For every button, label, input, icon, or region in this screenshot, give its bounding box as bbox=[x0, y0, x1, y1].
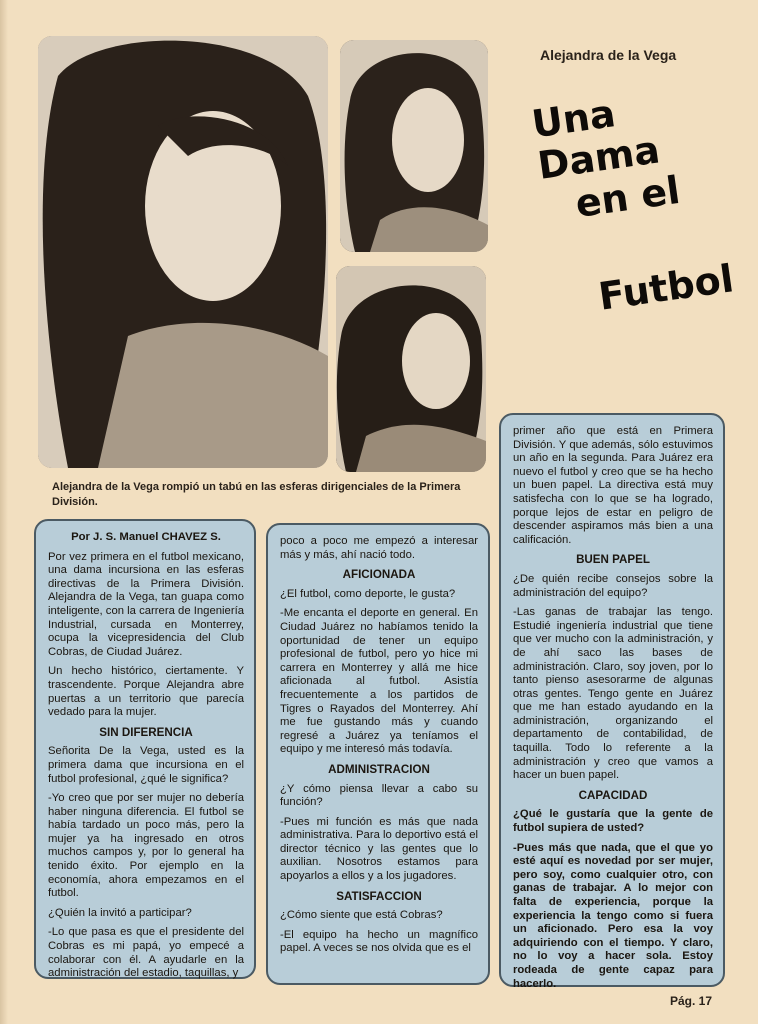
paragraph: ¿Qué le gustaría que la gente de futbol supiera de usted? bbox=[513, 808, 713, 835]
paragraph: ¿De quién recibe consejos sobre la administración del equipo? bbox=[513, 572, 713, 599]
paragraph: -Lo que pasa es que el presidente del Cobras es mi papá, yo empecé a colaborar con él. A ayudarle en la administración del estadio, taquillas, y bbox=[48, 926, 244, 980]
headline-line-1: Una Dama bbox=[529, 91, 663, 188]
paragraph: Por vez primera en el futbol mexicano, una dama incursiona en las esferas directivas de la Primera División. Alejandra de la Vega, tan guapa como inteligente, con la carrera de Ingeniería Industrial, cursada en Monterrey, ocupa la vicepresidencia del Club Cobras, de Ciudad Juárez. bbox=[48, 550, 244, 658]
paragraph: Un hecho histórico, ciertamente. Y trascendente. Porque Alejandra abre puertas a un territorio que parecía vedado para la mujer. bbox=[48, 665, 244, 719]
photo-caption: Alejandra de la Vega rompió un tabú en las esferas dirigenciales de la Primera División. bbox=[52, 481, 461, 508]
paragraph: -Las ganas de trabajar las tengo. Estudié ingeniería industrial que tiene que ver mucho con la administración, y de ahí saco las bases de administración. Claro, soy joven, por lo tanto pienso asesorarme de algunas otras gentes. Tengo gente en Juárez que me han estado ayudando en la administración, organizando el departamento de contabilidad, de taquilla. Todo lo referente a la administración y creo que vamos a hacer un buen papel. bbox=[513, 606, 713, 782]
text-column-2 bbox=[266, 523, 490, 985]
section-heading: ADMINISTRACION bbox=[328, 762, 430, 776]
section-heading: SIN DIFERENCIA bbox=[99, 725, 193, 739]
article-headline bbox=[520, 64, 758, 362]
page-edge bbox=[0, 0, 8, 1024]
paragraph: ¿Cómo siente que está Cobras? bbox=[280, 909, 443, 922]
section-heading: CAPACIDAD bbox=[578, 788, 648, 802]
paragraph: ¿El futbol, como deporte, le gusta? bbox=[280, 587, 456, 600]
text-column-1 bbox=[34, 519, 256, 979]
paragraph: -El equipo ha hecho un magnífico papel. A veces se nos olvida que es el bbox=[280, 928, 478, 955]
paragraph: poco a poco me empezó a interesar más y más, ahí nació todo. bbox=[280, 535, 478, 561]
side-portrait-photo-top bbox=[340, 40, 488, 252]
page-number: Pág. 17 bbox=[670, 994, 713, 1008]
text-column-3 bbox=[499, 413, 725, 990]
section-heading: BUEN PAPEL bbox=[576, 553, 650, 567]
section-heading: AFICIONADA bbox=[342, 568, 416, 582]
paragraph: -Pues más que nada, que el que yo esté aquí es novedad por ser mujer, pero soy, como cualquier otro, con ganas de trabajar. A lo mejor con falta de experiencia, porque la experiencia la tengo como si fuera un aficionado. Pero esa la voy adquiriendo con el tiempo. Y claro, no lo voy a hacer sola. Estoy rodeada de gente capaz para hacerlo. bbox=[513, 841, 713, 990]
paragraph: ¿Quién la invitó a participar? bbox=[48, 906, 192, 919]
section-heading: SATISFACCION bbox=[336, 889, 422, 903]
headline-line-2: en el bbox=[572, 167, 683, 227]
paragraph: -Me encanta el deporte en general. En Ciudad Juárez no habíamos tenido la oportunidad de tener un equipo profesional de futbol, pero yo hice mi carrera en Monterrey y allá me hice aficionada al futbol. Asistía frecuentemente a los partidos de Tigres o Rayados del Monterrey. Ahí me fue gustando más y cuando regresé a Juárez ya teníamos el equipo y me interesó más todavía. bbox=[280, 607, 478, 756]
paragraph: -Pues mi función es más que nada administrativa. Para lo deportivo está el director técnico y las gentes que lo auxilian. Nosotros estamos para apoyarlos a ellos y a los jugadores. bbox=[280, 815, 478, 883]
paragraph: ¿Y cómo piensa llevar a cabo su función? bbox=[280, 782, 478, 809]
article-kicker: Alejandra de la Vega bbox=[540, 47, 677, 63]
byline: Por J. S. Manuel CHAVEZ S. bbox=[71, 531, 221, 543]
headline-line-3: Futbol bbox=[595, 256, 737, 319]
paragraph: Señorita De la Vega, usted es la primera dama que incursiona en el futbol profesional, ¿qué le significa? bbox=[48, 745, 244, 785]
side-portrait-photo-bottom bbox=[336, 266, 486, 472]
paragraph: primer año que está en Primera División. Y que además, sólo estuvimos un año en la segunda. Para Juárez era nuevo el futbol y creo que se ha hecho un buen papel. La directiva está muy satisfecha con lo que se ha logrado, porque lejos de estar en peligro de descender aspiramos más bien a una calificación. bbox=[513, 425, 713, 546]
paragraph: -Yo creo que por ser mujer no debería haber ninguna diferencia. El futbol se había tardado un poco más, pero la mujer ya ha ingresado en otros muchos campos y, por lo general ha tenido éxito. Por ejemplo en la economía, ahora empezamos en el futbol. bbox=[48, 792, 244, 900]
main-portrait-photo bbox=[38, 36, 328, 468]
